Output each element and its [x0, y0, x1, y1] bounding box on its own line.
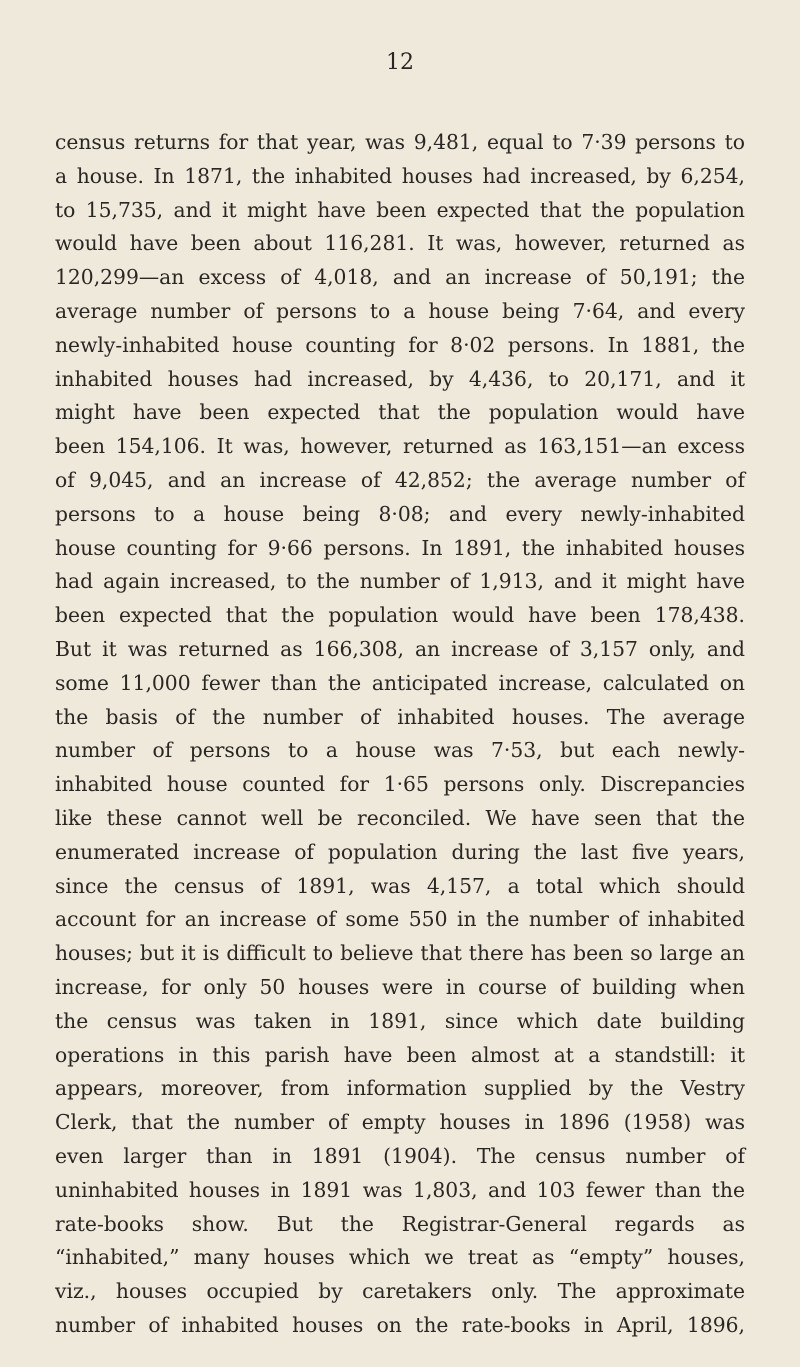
text-line: might have been expected that the population would have [55, 400, 745, 425]
text-line: rate-books show. But the Registrar-General regards as [55, 1211, 745, 1236]
body-paragraph [55, 126, 745, 1343]
text-line: to 15,735, and it might have been expected that the population [55, 197, 745, 222]
text-line: census returns for that year, was 9,481, equal to 7·39 persons to [55, 130, 745, 154]
text-line: had again increased, to the number of 1,913, and it might have [55, 569, 745, 594]
text-line: 120,299—an excess of 4,018, and an increase of 50,191; the [55, 265, 745, 290]
text-line: viz., houses occupied by caretakers only. The approximate [55, 1279, 745, 1304]
text-line: the census was taken in 1891, since which date building [55, 1008, 745, 1033]
text-line: inhabited house counted for 1·65 persons only. Discrepancies [55, 772, 745, 797]
text-line: increase, for only 50 houses were in course of building when [55, 974, 745, 999]
text-line: some 11,000 fewer than the anticipated increase, calculated on [55, 670, 745, 695]
text-line: Clerk, that the number of empty houses in 1896 (1958) was [55, 1110, 745, 1135]
text-line: house counting for 9·66 persons. In 1891, the inhabited houses [55, 535, 745, 560]
text-line: like these cannot well be reconciled. We have seen that the [55, 805, 745, 830]
text-line: a house. In 1871, the inhabited houses had increased, by 6,254, [55, 163, 745, 188]
text-line: uninhabited houses in 1891 was 1,803, and 103 fewer than the [55, 1177, 745, 1202]
text-line: account for an increase of some 550 in the number of inhabited [55, 907, 745, 932]
text-line: appears, moreover, from information supplied by the Vestry [55, 1076, 745, 1101]
text-line: the basis of the number of inhabited houses. The average [55, 704, 745, 729]
text-line: been expected that the population would have been 178,438. [55, 603, 745, 628]
page-number: 12 [386, 50, 414, 75]
text-line: inhabited houses had increased, by 4,436, to 20,171, and it [55, 366, 745, 391]
text-line: But it was returned as 166,308, an increase of 3,157 only, and [55, 636, 745, 661]
text-line: would have been about 116,281. It was, however, returned as [55, 231, 745, 256]
text-line: even larger than in 1891 (1904). The census number of [55, 1143, 745, 1168]
text-line: “inhabited,” many houses which we treat as “empty” houses, [55, 1245, 745, 1270]
text-line: number of persons to a house was 7·53, but each newly- [55, 738, 745, 763]
text-line: persons to a house being 8·08; and every newly-inhabited [55, 501, 745, 526]
text-line: houses; but it is difficult to believe that there has been so large an [55, 941, 745, 966]
text-line: number of inhabited houses on the rate-books in April, 1896, [55, 1312, 745, 1337]
text-line: newly-inhabited house counting for 8·02 persons. In 1881, the [55, 332, 745, 357]
text-line: been 154,106. It was, however, returned as 163,151—an excess [55, 434, 745, 459]
text-line: of 9,045, and an increase of 42,852; the average number of [55, 467, 745, 492]
text-line: average number of persons to a house being 7·64, and every [55, 298, 745, 323]
text-line: since the census of 1891, was 4,157, a total which should [55, 873, 745, 898]
text-line: operations in this parish have been almost at a standstill: it [55, 1042, 745, 1067]
text-line: enumerated increase of population during the last five years, [55, 839, 745, 864]
